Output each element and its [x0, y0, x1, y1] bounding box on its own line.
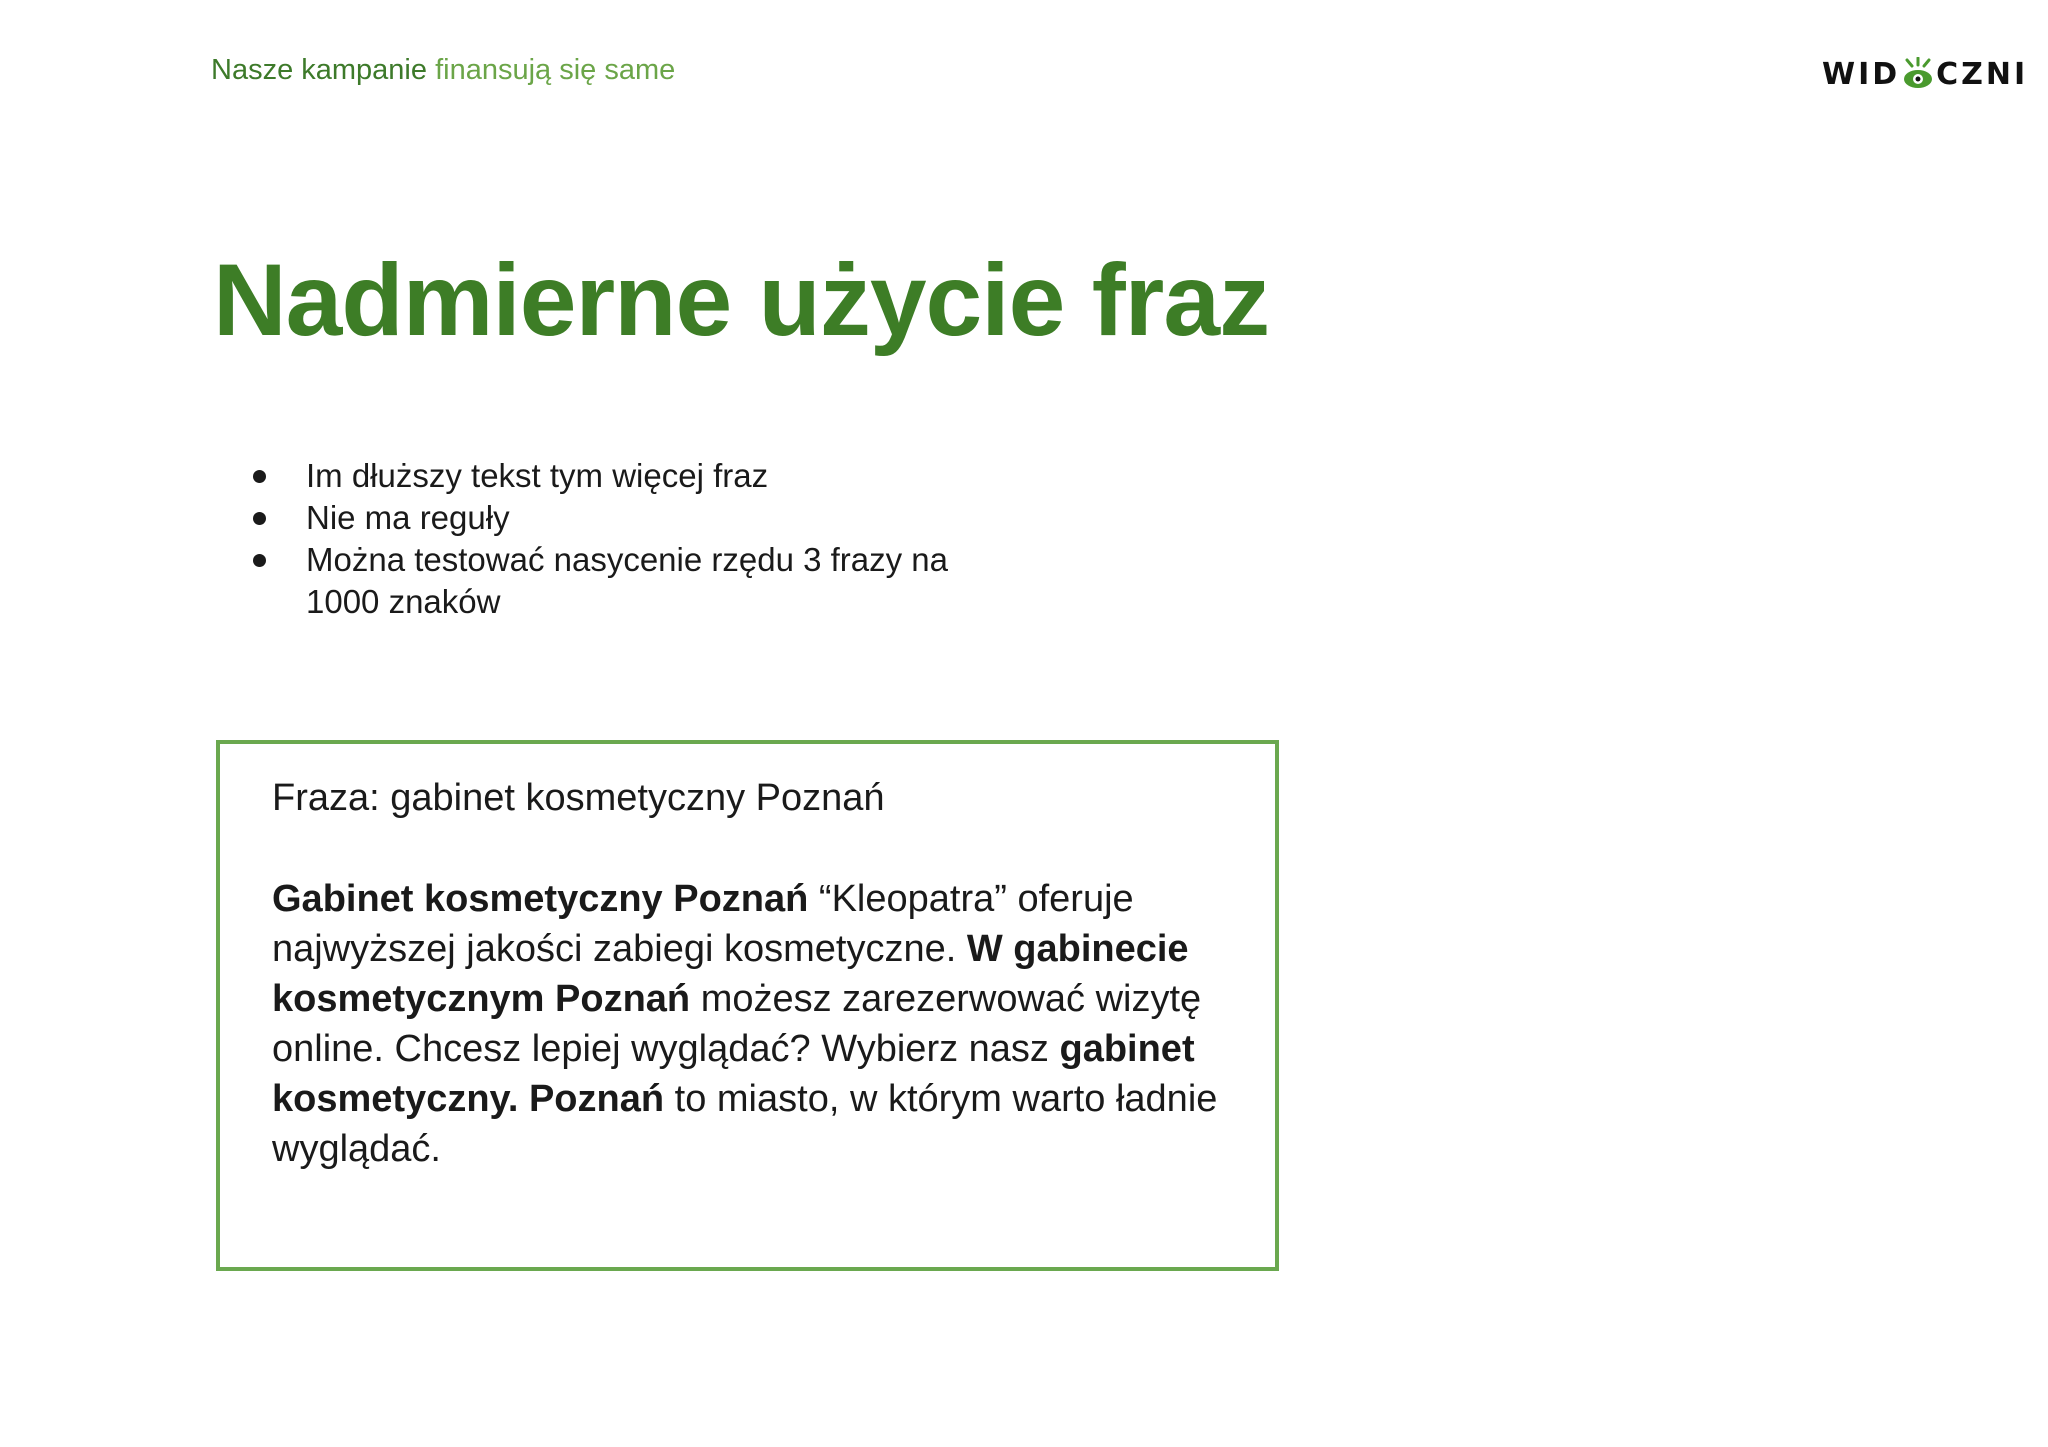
- header-tagline: [211, 52, 675, 88]
- example-box: [216, 740, 1279, 1271]
- slide-title: Nadmierne użycie fraz: [213, 243, 1270, 357]
- bullet-list: [248, 455, 1026, 623]
- example-segment-bold: Gabinet kosmetyczny Poznań: [272, 878, 809, 920]
- phrase-label: Fraza: gabinet kosmetyczny Poznań: [272, 777, 885, 819]
- tagline-part-2: finansują się same: [435, 54, 676, 86]
- logo-text-left: WID: [1822, 56, 1901, 92]
- example-text: [272, 874, 1232, 1174]
- eye-leaf-icon: [1901, 57, 1935, 91]
- bullet-text: Im dłuższy tekst tym więcej fraz: [306, 457, 769, 494]
- example-segment: “Kleopatra” oferuje najwyższej jakości zabiegi kosmetyczne.: [272, 878, 1134, 970]
- bullet-dot-icon: [253, 470, 266, 483]
- bullet-text: Można testować nasycenie rzędu 3 frazy na 1000 znaków: [306, 541, 949, 620]
- logo-text-right: CZNI: [1936, 56, 2029, 92]
- tagline-part-1: Nasze kampanie: [211, 54, 427, 86]
- brand-logo: [1822, 54, 2028, 94]
- example-segment-bold: W gabinecie kosmetycznym Poznań: [272, 928, 1189, 1020]
- bullet-text: Nie ma reguły: [306, 499, 510, 536]
- bullet-item: [248, 539, 1026, 623]
- example-segment: możesz zarezerwować wizytę online. Chcesz lepiej wyglądać? Wybierz nasz: [272, 978, 1202, 1070]
- bullet-dot-icon: [253, 512, 266, 525]
- example-segment: to miasto, w którym warto ładnie wyglądać.: [272, 1078, 1218, 1170]
- bullet-item: [248, 455, 1026, 497]
- example-segment-bold: gabinet kosmetyczny. Poznań: [272, 1028, 1195, 1120]
- bullet-dot-icon: [253, 554, 266, 567]
- bullet-item: [248, 497, 1026, 539]
